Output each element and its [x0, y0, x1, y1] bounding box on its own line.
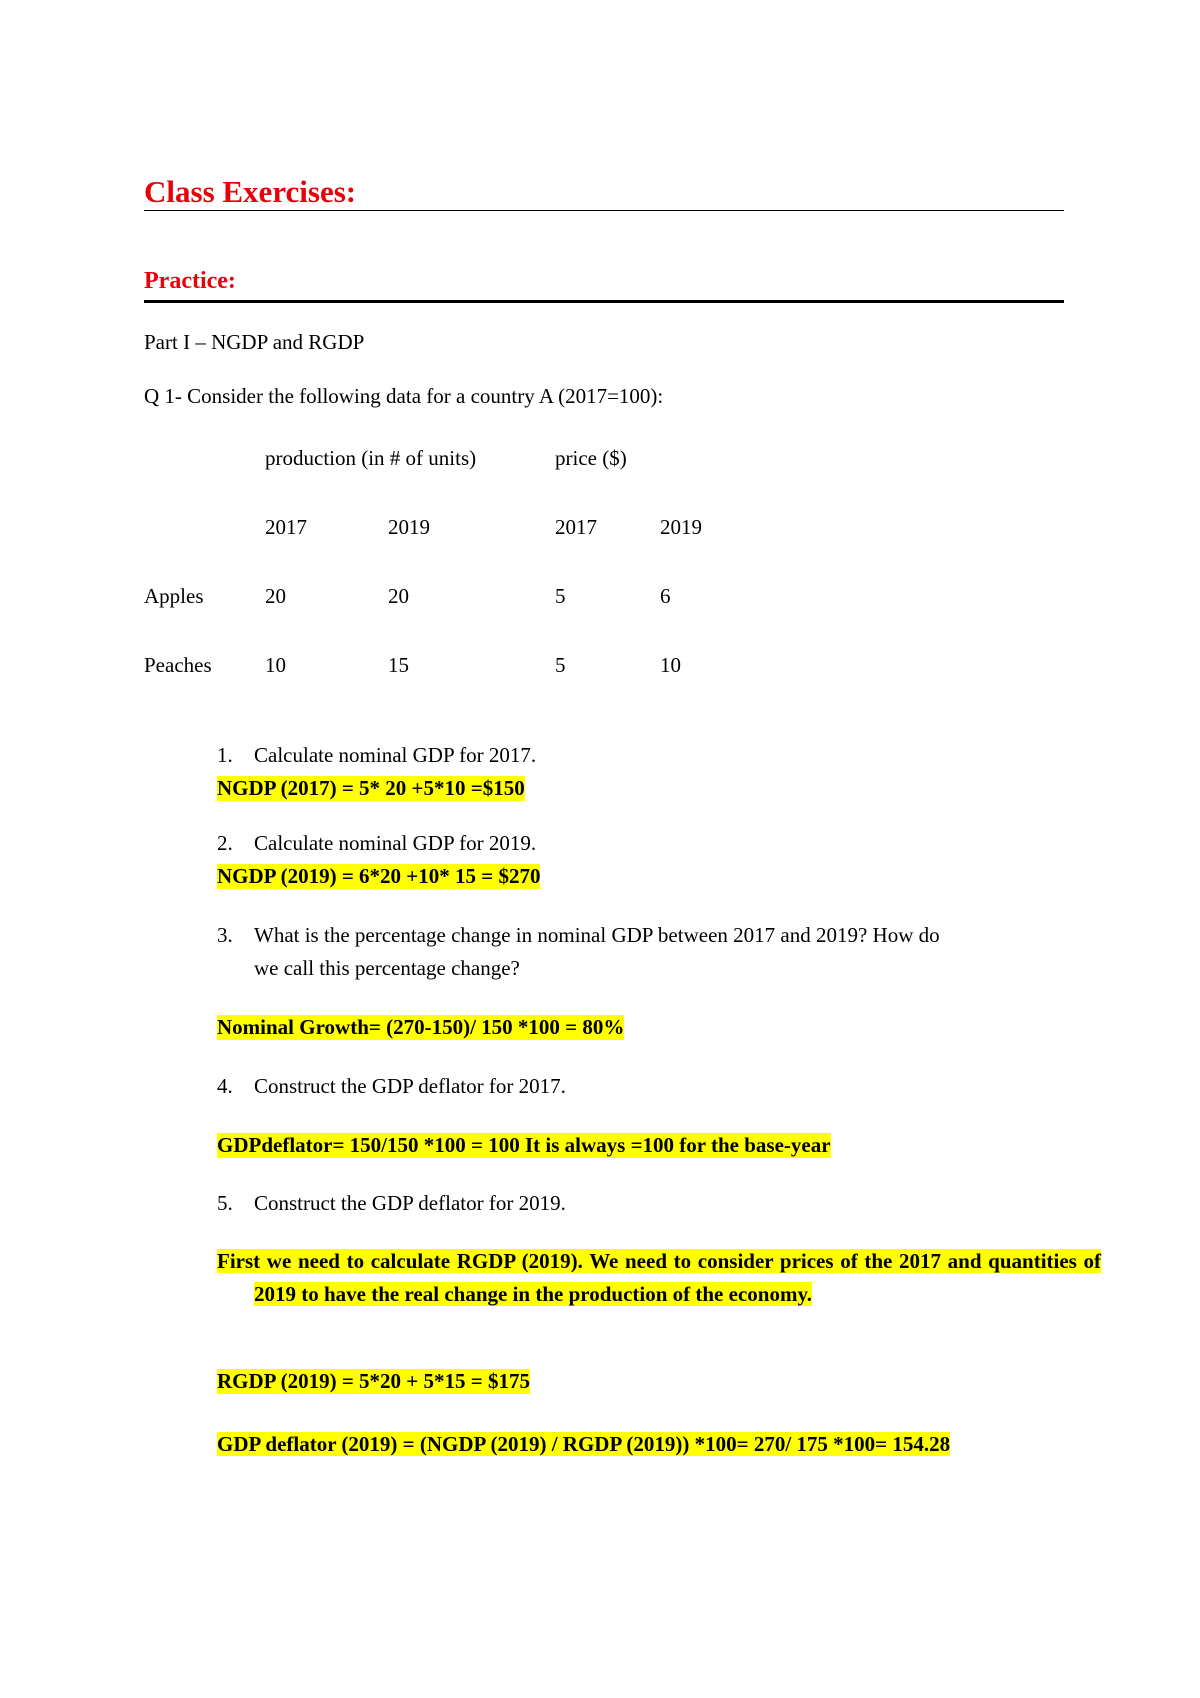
item-question-continued: we call this percentage change?	[254, 956, 520, 980]
section-heading: Practice:	[144, 268, 236, 294]
table-cell: 10	[660, 653, 681, 677]
answer-highlight: GDPdeflator= 150/150 *100 = 100 It is always =100 for the base-year	[217, 1133, 831, 1157]
table-group-header: production (in # of units)	[265, 446, 477, 470]
table-group-header: price ($)	[555, 446, 627, 470]
answer-paragraph	[217, 1428, 1101, 1461]
answer-highlight: NGDP (2017) = 5* 20 +5*10 =$150	[217, 776, 525, 800]
table-row-label: Apples	[144, 584, 204, 608]
item-number: 3.	[217, 923, 233, 947]
table-column-header: 2017	[555, 515, 597, 539]
table-cell: 6	[660, 584, 671, 608]
title-underline	[144, 210, 1064, 211]
answer-highlight: Nominal Growth= (270-150)/ 150 *100 = 80%	[217, 1015, 625, 1039]
table-row-label: Peaches	[144, 653, 212, 677]
table-cell: 5	[555, 653, 566, 677]
section-underline	[144, 300, 1064, 303]
table-column-header: 2017	[265, 515, 307, 539]
item-question: Calculate nominal GDP for 2019.	[254, 831, 537, 855]
item-question: What is the percentage change in nominal GDP between 2017 and 2019? How do	[254, 923, 940, 947]
item-number: 1.	[217, 743, 233, 767]
answer-highlight: NGDP (2019) = 6*20 +10* 15 = $270	[217, 864, 541, 888]
question-text: Q 1- Consider the following data for a country A (2017=100):	[144, 384, 664, 408]
part-heading: Part I – NGDP and RGDP	[144, 330, 365, 354]
page-title: Class Exercises:	[144, 174, 357, 209]
item-question: Construct the GDP deflator for 2017.	[254, 1074, 566, 1098]
table-column-header: 2019	[388, 515, 430, 539]
item-question: Construct the GDP deflator for 2019.	[254, 1191, 566, 1215]
answer-paragraph	[217, 1245, 1101, 1311]
table-cell: 20	[388, 584, 409, 608]
table-cell: 15	[388, 653, 409, 677]
table-column-header: 2019	[660, 515, 702, 539]
table-cell: 10	[265, 653, 286, 677]
answer-highlight: RGDP (2019) = 5*20 + 5*15 = $175	[217, 1369, 530, 1393]
answer-highlight: First we need to calculate RGDP (2019). We need to consider prices of the 2017 and quantities of 2019 to have the real change in the production of the economy.	[217, 1249, 1101, 1306]
item-number: 5.	[217, 1191, 233, 1215]
item-number: 4.	[217, 1074, 233, 1098]
table-cell: 20	[265, 584, 286, 608]
table-cell: 5	[555, 584, 566, 608]
item-question: Calculate nominal GDP for 2017.	[254, 743, 537, 767]
item-number: 2.	[217, 831, 233, 855]
answer-highlight: GDP deflator (2019) = (NGDP (2019) / RGDP (2019)) *100= 270/ 175 *100= 154.28	[217, 1432, 951, 1456]
